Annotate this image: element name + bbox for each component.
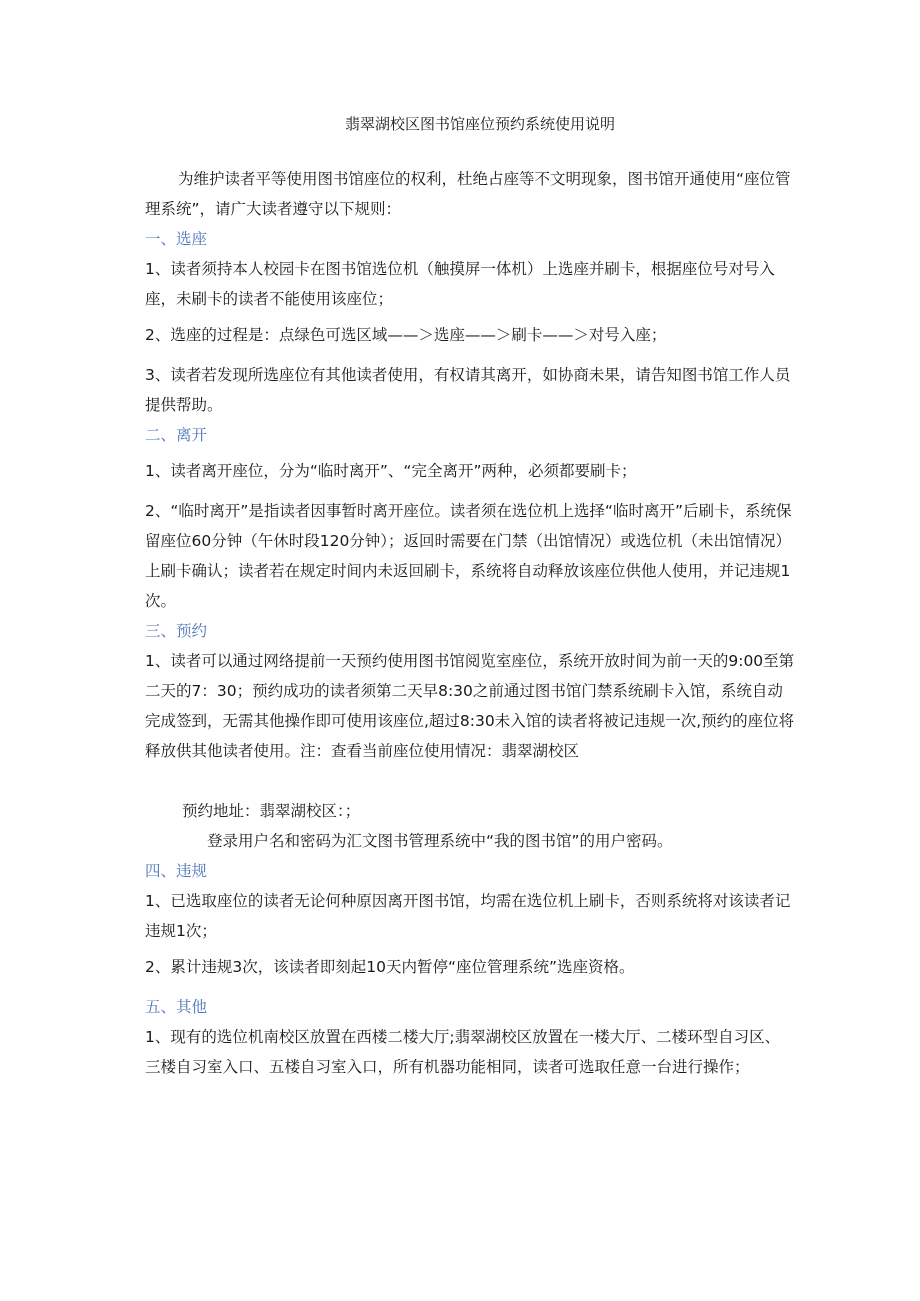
select-rule-3: 3、读者若发现所选座位有其他读者使用，有权请其离开，如协商未果，请告知图书馆工作人员提供帮助。 — [145, 366, 791, 414]
intro-paragraph: 为维护读者平等使用图书馆座位的权利，杜绝占座等不文明现象，图书馆开通使用“座位管理系统”，请广大读者遵守以下规则： — [145, 170, 791, 218]
reserve-address: 预约地址：翡翠湖校区：； — [182, 802, 361, 820]
section-heading-reserve: 三、预约 — [145, 622, 208, 640]
section-heading-select: 一、选座 — [145, 230, 208, 248]
reserve-login-note: 登录用户名和密码为汇文图书管理系统中“我的图书馆”的用户密码。 — [207, 832, 673, 850]
violation-rule-2: 2、累计违规3次，该读者即刻起10天内暂停“座位管理系统”选座资格。 — [145, 958, 635, 976]
select-rule-1: 1、读者须持本人校园卡在图书馆选位机（触摸屏一体机）上选座并刷卡，根据座位号对号入座，未刷卡的读者不能使用该座位； — [145, 260, 775, 308]
select-rule-2: 2、选座的过程是：点绿色可选区域——＞选座——＞刷卡——＞对号入座； — [145, 326, 667, 344]
leave-rule-1: 1、读者离开座位，分为“临时离开”、“完全离开”两种，必须都要刷卡； — [145, 462, 637, 480]
violation-rule-1: 1、已选取座位的读者无论何种原因离开图书馆，均需在选位机上刷卡，否则系统将对该读者记违规1次； — [145, 892, 791, 940]
blank-line — [145, 766, 795, 796]
document-title: 翡翠湖校区图书馆座位预约系统使用说明 — [344, 115, 615, 133]
document-page — [145, 112, 795, 1082]
leave-rule-2: 2、“临时离开”是指读者因事暂时离开座位。读者须在选位机上选择“临时离开”后刷卡，系统保留座位60分钟（午休时段120分钟）；返回时需要在门禁（出馆情况）或选位机（未出馆情况）上刷卡确认；读者若在规定时间内未返回刷卡，系统将自动释放该座位供他人使用，并记违规1次。 — [145, 502, 792, 610]
other-rule-1: 1、现有的选位机南校区放置在西楼二楼大厅;翡翠湖校区放置在一楼大厅、二楼环型自习区、三楼自习室入口、五楼自习室入口，所有机器功能相同，读者可选取任意一台进行操作； — [145, 1028, 781, 1076]
reserve-rule-1: 1、读者可以通过网络提前一天预约使用图书馆阅览室座位，系统开放时间为前一天的9:00至第二天的7：30；预约成功的读者须第二天早8:30之前通过图书馆门禁系统刷卡入馆，系统自动完成签到，无需其他操作即可使用该座位,超过8:30未入馆的读者将被记违规一次,预约的座位将释放供其他读者使用。注：查看当前座位使用情况：翡翠湖校区 — [145, 652, 795, 760]
section-heading-violation: 四、违规 — [145, 862, 208, 880]
section-heading-leave: 二、离开 — [145, 426, 208, 444]
section-heading-other: 五、其他 — [145, 998, 208, 1016]
